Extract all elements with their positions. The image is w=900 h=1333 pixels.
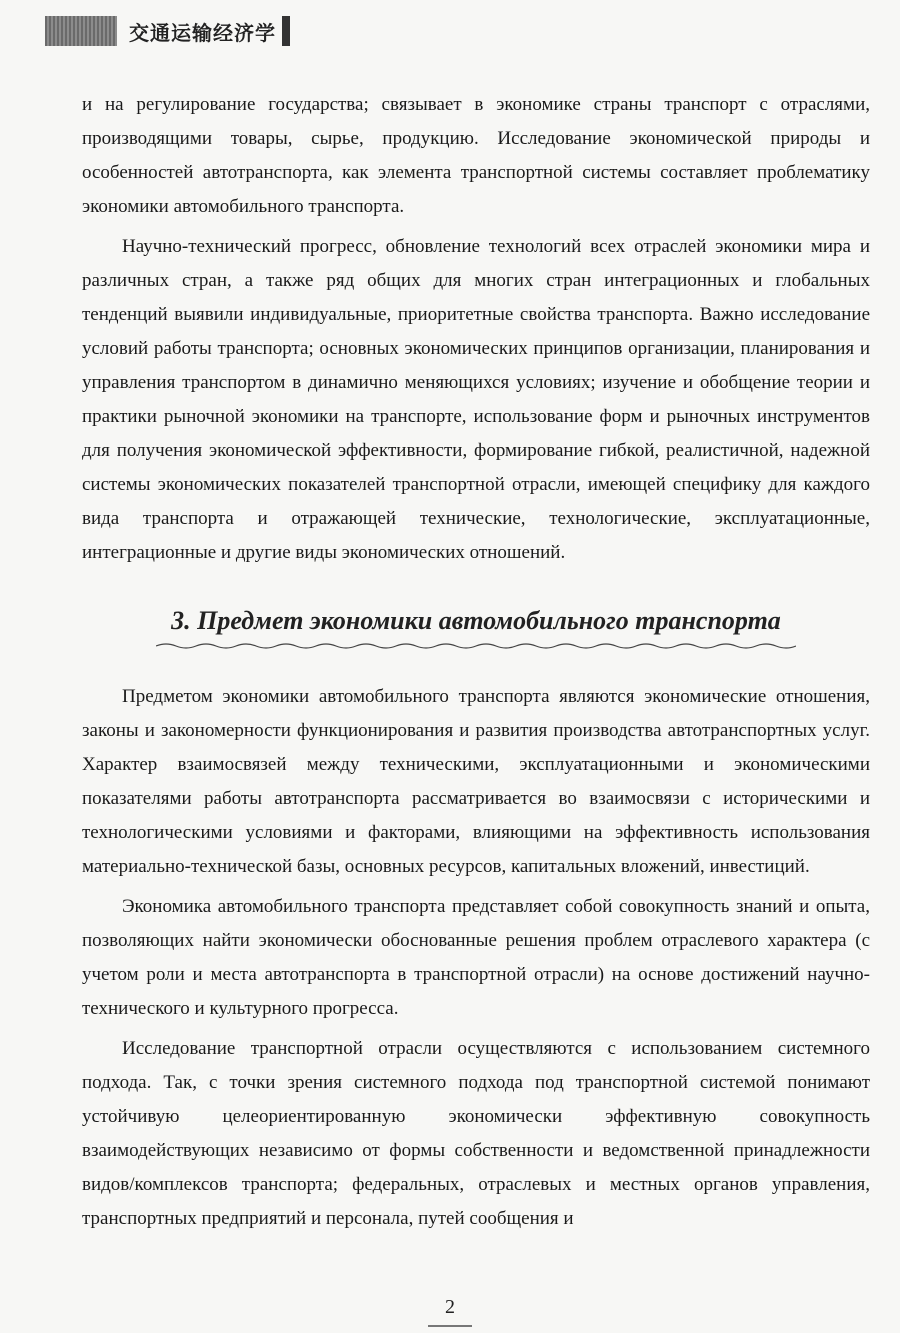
paragraph-system-approach: Исследование транспортной отрасли осуществляются с использованием системного подхода. Так, с точки зрения системного подхода под транспортной системой понимают устойчивую целеориентированную экономически эффективную совокупность взаимодействующих независимо от формы собственности и ведомственной принадлежности видов/комплексов транспорта; федеральных, отраслевых и местных органов управления, транспортных предприятий и персонала, путей сообщения и — [82, 1038, 870, 1229]
header-end-mark — [282, 16, 290, 46]
section-heading-text: 3. Предмет экономики автомобильного транспорта — [171, 606, 781, 635]
wavy-underline-icon — [156, 642, 796, 650]
page-number-rule — [428, 1325, 472, 1327]
page-body — [82, 88, 870, 1236]
paragraph-economics-definition: Экономика автомобильного транспорта представляет собой совокупность знаний и опыта, позволяющих найти экономически обоснованные решения проблем отраслевого характера (с учетом роли и места автотранспорта в транспортной отрасли) на основе достижений научно-технического и культурного прогресса. — [82, 896, 870, 1019]
paragraph-progress: Научно-технический прогресс, обновление технологий всех отраслей экономики мира и различных стран, а также ряд общих для многих стран интеграционных и глобальных тенденций выявили индивидуальные, приоритетные свойства транспорта. Важно исследование условий работы транспорта; основных экономических принципов организации, планирования и управления транспортом в динамично меняющихся условиях; изучение и обобщение теории и практики рыночной экономики на транспорте, использование форм и рыночных инструментов для получения экономической эффективности, формирование гибкой, реалистичной, надежной системы экономических показателей транспортной отрасли, имеющей специфику для каждого вида транспорта и отражающей технические, технологические, эксплуатационные, интеграционные и другие виды экономических отношений. — [82, 236, 870, 563]
running-header — [45, 14, 305, 48]
book-title: 交通运输经济学 — [129, 20, 276, 45]
paragraph-subject: Предметом экономики автомобильного транспорта являются экономические отношения, законы и закономерности функционирования и развития производства автотранспортных услуг. Характер взаимосвязей между техническими, эксплуатационными и экономическими показателями работы автотранспорта рассматривается во взаимосвязи с историческими и технологическими условиями и факторами, влияющими на эффективность использования материально-технической базы, основных ресурсов, капитальных вложений, инвестиций. — [82, 686, 870, 877]
section-heading — [82, 606, 870, 650]
page-number: 2 — [445, 1296, 455, 1318]
paragraph-continuation: и на регулирование государства; связывает в экономике страны транспорт с отраслями, производящими товары, сырье, продукцию. Исследование экономической природы и особенностей автотранспорта, как элемента транспортной системы составляет проблематику экономики автомобильного транспорта. — [82, 94, 870, 217]
header-decorative-bar — [45, 16, 117, 46]
